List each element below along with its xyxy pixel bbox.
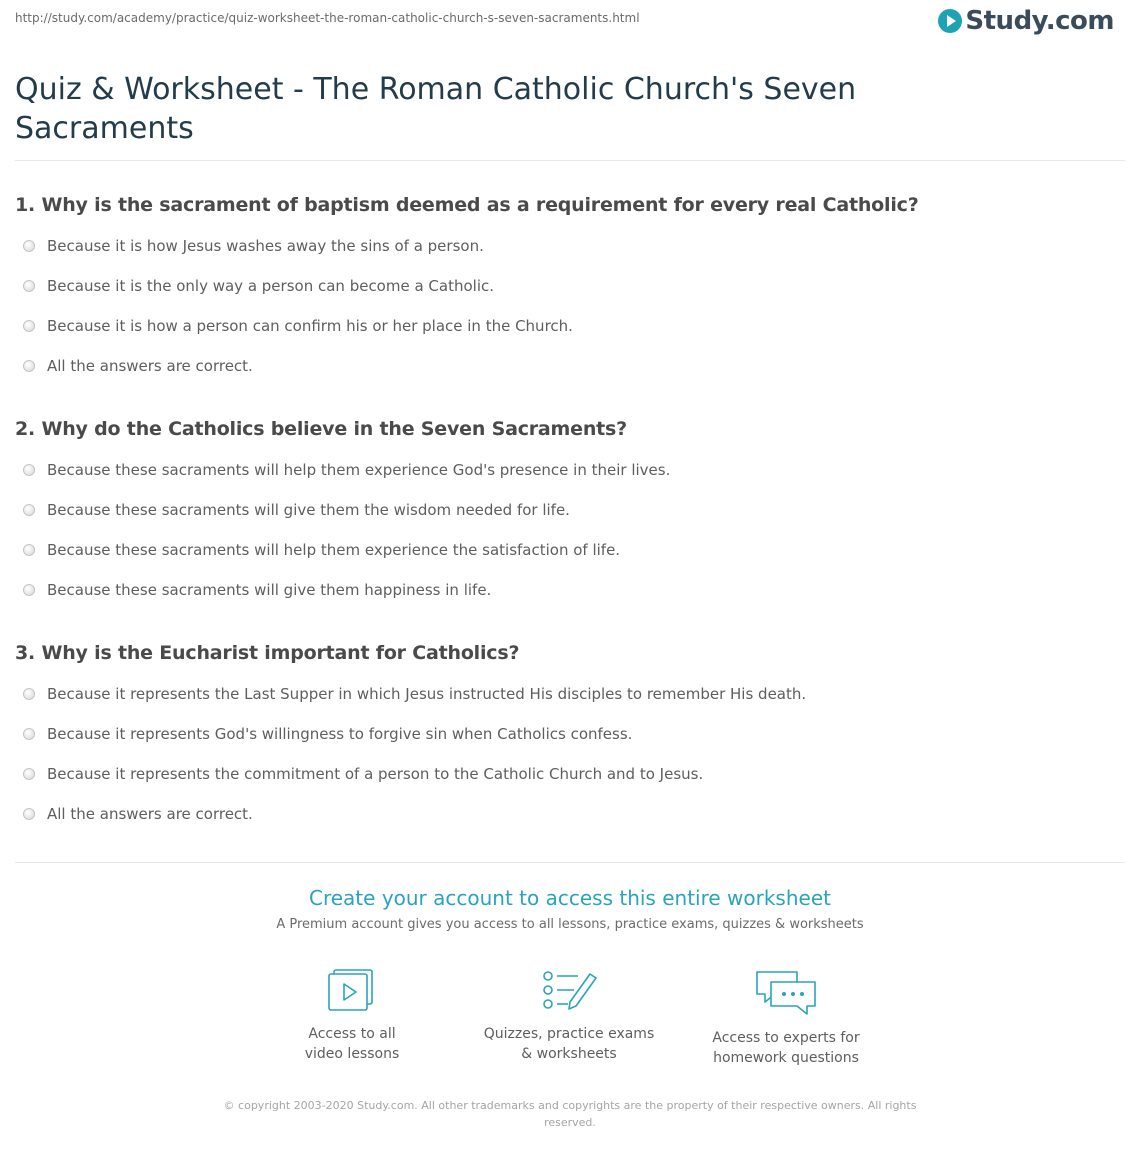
title-divider: [15, 160, 1125, 161]
question-3-option-3[interactable]: [23, 765, 703, 783]
question-1-option-1[interactable]: [23, 237, 484, 255]
question-2-option-3[interactable]: [23, 541, 620, 559]
video-lessons-icon: [325, 968, 379, 1014]
radio-button[interactable]: [23, 808, 35, 820]
radio-button[interactable]: [23, 584, 35, 596]
radio-button[interactable]: [23, 504, 35, 516]
question-1-option-4[interactable]: [23, 357, 253, 375]
question-1-option-2[interactable]: [23, 277, 494, 295]
radio-button[interactable]: [23, 544, 35, 556]
radio-button[interactable]: [23, 240, 35, 252]
feature-quizzes: [469, 968, 669, 1064]
option-label: Because it is the only way a person can become a Catholic.: [47, 277, 495, 295]
feature-video-lessons: [252, 968, 452, 1064]
question-3-option-4[interactable]: [23, 805, 253, 823]
radio-button[interactable]: [23, 360, 35, 372]
option-label: Because it is how a person can confirm his or her place in the Church.: [47, 317, 573, 335]
option-label: Because it represents God's willingness to forgive sin when Catholics confess.: [47, 725, 633, 743]
option-label: Because it represents the commitment of a person to the Catholic Church and to Jesus.: [47, 765, 704, 783]
feature-label: Quizzes, practice exams & worksheets: [483, 1026, 655, 1062]
question-3-option-1[interactable]: [23, 685, 806, 703]
page-url: http://study.com/academy/practice/quiz-worksheet-the-roman-catholic-church-s-seven-sacraments.html: [15, 11, 640, 25]
option-label: All the answers are correct.: [47, 805, 253, 823]
radio-button[interactable]: [23, 280, 35, 292]
copyright-notice: © copyright 2003-2020 Study.com. All other trademarks and copyrights are the property of their respective owners. All rights reserved.: [223, 1099, 917, 1129]
study-logo[interactable]: [938, 6, 1114, 36]
option-label: All the answers are correct.: [47, 357, 253, 375]
chat-bubbles-icon: [753, 968, 819, 1018]
question-2-option-2[interactable]: [23, 501, 570, 519]
radio-button[interactable]: [23, 320, 35, 332]
logo-text: Study.com: [965, 6, 1114, 36]
question-3: 3. Why is the Eucharist important for Catholics?: [15, 642, 520, 664]
feature-label: Access to all video lessons: [304, 1026, 400, 1062]
option-label: Because these sacraments will help them experience the satisfaction of life.: [47, 541, 621, 559]
feature-experts: [686, 968, 886, 1068]
premium-description: A Premium account gives you access to all lessons, practice exams, quizzes & worksheets: [276, 917, 864, 932]
section-divider: [15, 862, 1125, 863]
question-1: 1. Why is the sacrament of baptism deemed as a requirement for every real Catholic?: [15, 194, 919, 216]
option-label: Because it is how Jesus washes away the sins of a person.: [47, 237, 484, 255]
question-2-option-4[interactable]: [23, 581, 491, 599]
question-3-option-2[interactable]: [23, 725, 632, 743]
feature-label: Access to experts for homework questions: [712, 1030, 860, 1066]
option-label: Because these sacraments will give them happiness in life.: [47, 581, 492, 599]
question-2: 2. Why do the Catholics believe in the Seven Sacraments?: [15, 418, 627, 440]
option-label: Because these sacraments will give them the wisdom needed for life.: [47, 501, 570, 519]
create-account-link[interactable]: Create your account to access this entire worksheet: [309, 886, 831, 910]
page-title: Quiz & Worksheet - The Roman Catholic Church's Seven Sacraments: [15, 72, 857, 146]
radio-button[interactable]: [23, 728, 35, 740]
option-label: Because it represents the Last Supper in which Jesus instructed His disciples to remember His death.: [47, 685, 807, 703]
radio-button[interactable]: [23, 464, 35, 476]
question-2-option-1[interactable]: [23, 461, 670, 479]
radio-button[interactable]: [23, 688, 35, 700]
play-circle-icon: [938, 9, 962, 33]
radio-button[interactable]: [23, 768, 35, 780]
option-label: Because these sacraments will help them experience God's presence in their lives.: [47, 461, 671, 479]
checklist-icon: [540, 968, 598, 1014]
question-1-option-3[interactable]: [23, 317, 573, 335]
